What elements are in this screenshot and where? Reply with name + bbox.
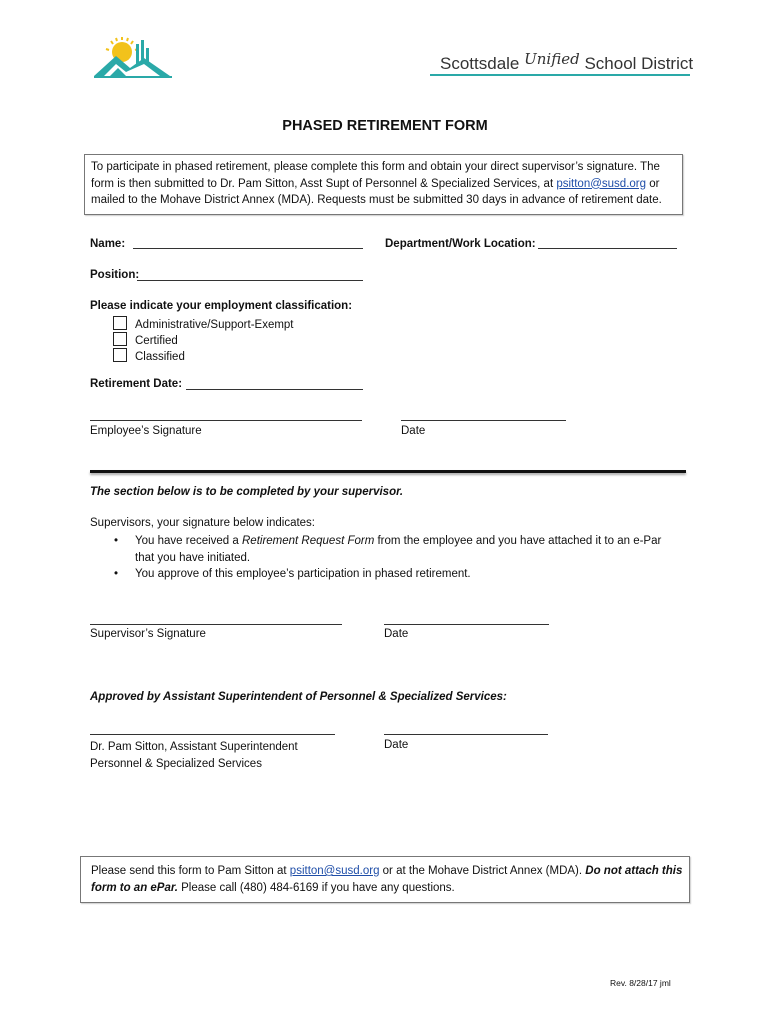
supervisor-section-heading: The section below is to be completed by your supervisor.: [90, 486, 404, 498]
department-field[interactable]: [538, 236, 677, 249]
section-divider: [90, 470, 686, 473]
classification-option[interactable]: Classified: [113, 348, 185, 364]
revision-note: Rev. 8/28/17 jml: [610, 978, 671, 988]
bullet-icon: •: [114, 568, 119, 580]
district-name: Scottsdale Unified School District: [440, 50, 694, 73]
instructions-email-link[interactable]: psitton@susd.org: [556, 177, 647, 190]
checkbox[interactable]: [113, 332, 127, 346]
retirement-date-field[interactable]: [186, 377, 363, 390]
classification-option[interactable]: Certified: [113, 332, 178, 348]
header-rule: [430, 74, 690, 76]
list-item: • You have received a Retirement Request Form from the employee and you have attached it to an e-Par that you have initiated.: [114, 535, 662, 564]
retirement-date-label: Retirement Date:: [90, 378, 183, 390]
mountains-icon: [94, 56, 172, 78]
classification-label: Please indicate your employment classification:: [90, 300, 353, 312]
supervisor-intro: Supervisors, your signature below indicates:: [90, 517, 316, 529]
supervisor-signature-label: Supervisor’s Signature: [90, 628, 206, 640]
name-field-row: [90, 238, 125, 250]
approval-date-line[interactable]: [384, 734, 548, 735]
district-logo: [92, 36, 182, 80]
classification-option[interactable]: Administrative/Support-Exempt: [113, 316, 294, 332]
supervisor-date-label: Date: [384, 628, 409, 640]
employee-signature-line[interactable]: [90, 420, 362, 421]
approval-date-label: Date: [384, 739, 409, 751]
sun-icon: [106, 37, 138, 62]
approval-signature-line[interactable]: [90, 734, 335, 735]
checkbox[interactable]: [113, 316, 127, 330]
form-title: PHASED RETIREMENT FORM: [282, 118, 488, 134]
employee-date-line[interactable]: [401, 420, 566, 421]
department-label: Department/Work Location:: [385, 238, 536, 250]
position-label: Position:: [90, 269, 140, 281]
footer-email-link[interactable]: psitton@susd.org: [289, 865, 380, 877]
bullet-icon: •: [114, 535, 119, 547]
supervisor-bullets: [90, 533, 680, 583]
name-label: Name:: [90, 238, 126, 250]
checkbox[interactable]: [113, 348, 127, 362]
approval-heading: Approved by Assistant Superintendent of Personnel & Specialized Services:: [90, 691, 507, 703]
employee-date-label: Date: [401, 425, 426, 437]
district-unified-script: Unified: [524, 50, 580, 68]
name-field[interactable]: [133, 236, 363, 249]
list-item: • You approve of this employee’s participation in phased retirement.: [90, 566, 680, 583]
approver-name: Dr. Pam Sitton, Assistant Superintendent Personnel & Specialized Services: [90, 741, 298, 770]
footer-note-box: Please send this form to Pam Sitton at psitton@susd.org or at the Mohave District Annex (MDA). Do not attach this form to an ePar. Please call (480) 484-6169 if you have any questions.: [80, 856, 690, 903]
employee-signature-label: Employee’s Signature: [90, 425, 202, 437]
footer-warning: Do not attach this form to an ePar.: [91, 865, 683, 894]
instructions-box: To participate in phased retirement, please complete this form and obtain your direct supervisor’s signature. The form is then submitted to Dr. Pam Sitton, Asst Supt of Personnel & Specialized Services, at psitton@susd.org or mailed to the Mohave District Annex (MDA). Requests must be submitted 30 days in advance of retirement date.: [84, 154, 683, 215]
supervisor-signature-line[interactable]: [90, 624, 342, 625]
supervisor-date-line[interactable]: [384, 624, 549, 625]
position-field[interactable]: [137, 268, 363, 281]
